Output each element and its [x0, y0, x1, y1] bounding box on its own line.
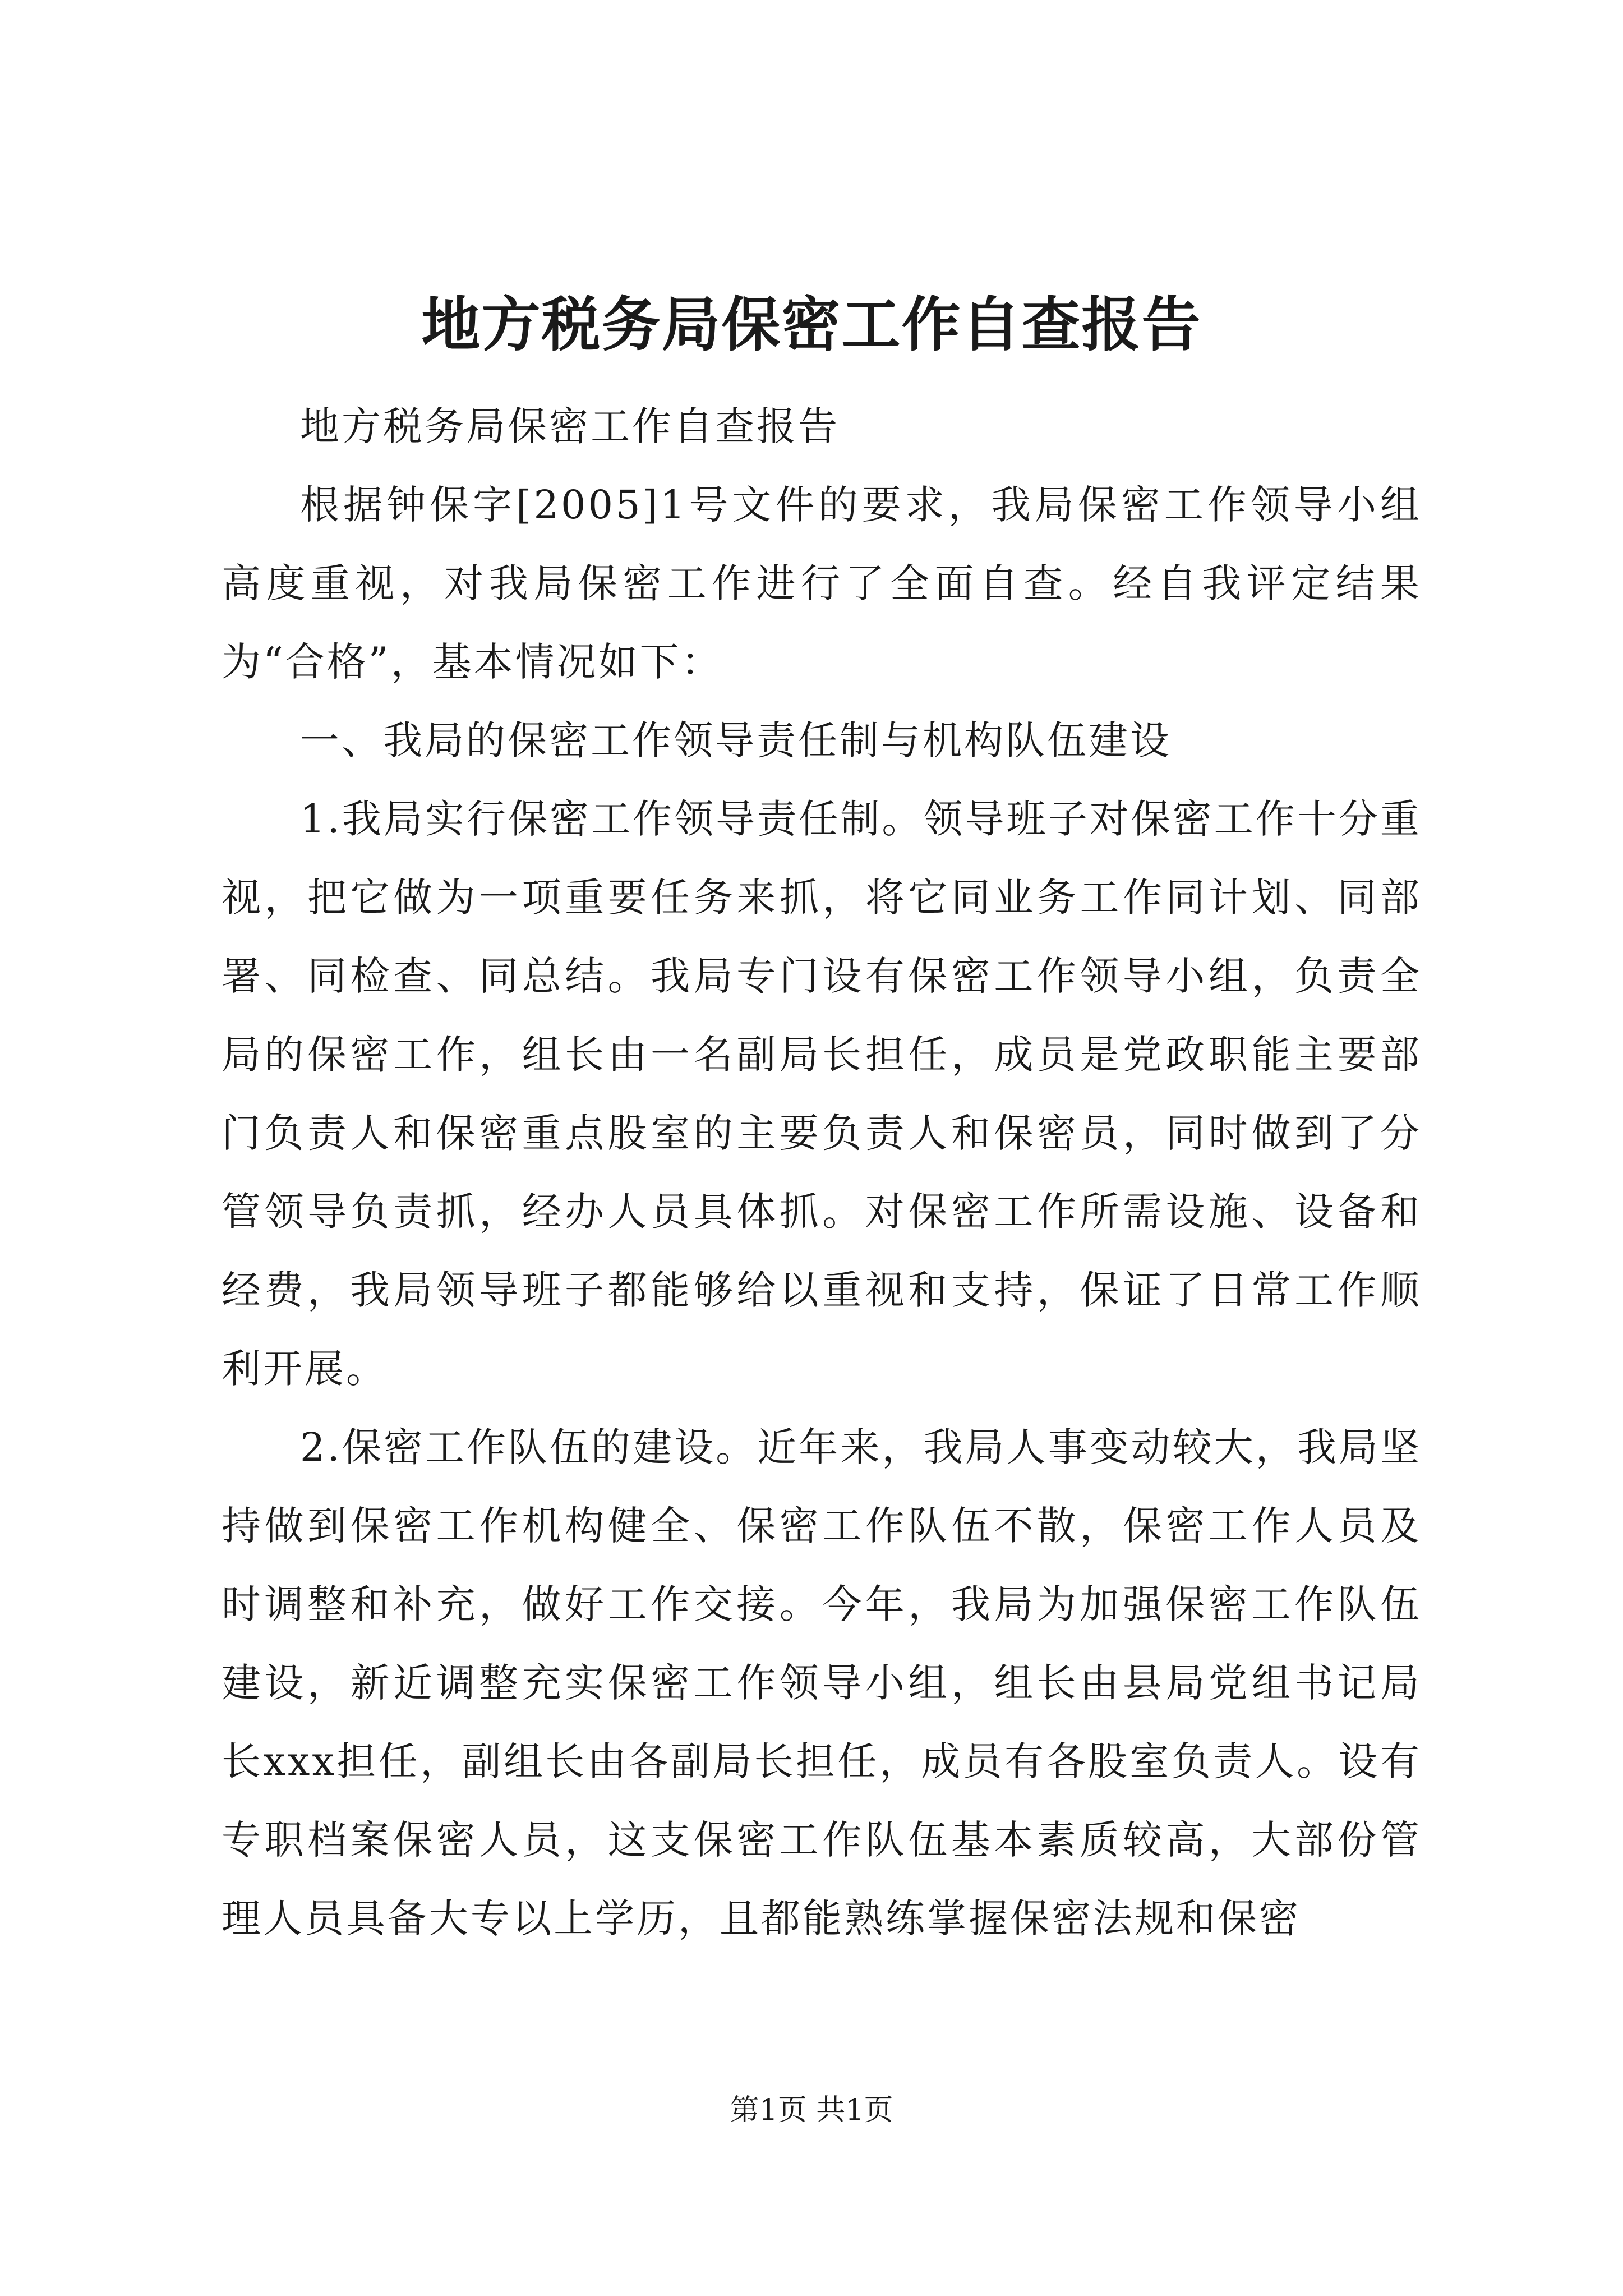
document-title: 地方税务局保密工作自查报告	[421, 289, 1202, 359]
paragraph-item-2: 2.保密工作队伍的建设。近年来，我局人事变动较大，我局坚持做到保密工作机构健全、保密工作队伍不散，保密工作人员及时调整和补充，做好工作交接。今年，我局为加强保密工作队伍建设，新近调整充实保密工作领导小组，组长由县局党组书记局长xxx担任，副组长由各副局长担任，成员有各股室负责人。设有专职档案保密人员，这支保密工作队伍基本素质较高，大部份管理人员具备大专以上学历，且都能熟练掌握保密法规和保密	[222, 1424, 1422, 1941]
paragraph-subtitle: 地方税务局保密工作自查报告	[300, 403, 840, 449]
document-body	[222, 387, 1422, 1958]
paragraph-intro: 根据钟保字[2005]1号文件的要求，我局保密工作领导小组高度重视，对我局保密工作进行了全面自查。经自我评定结果为“合格”，基本情况如下：	[222, 482, 1422, 685]
section-heading-1: 一、我局的保密工作领导责任制与机构队伍建设	[300, 717, 1172, 763]
paragraph-item-1: 1.我局实行保密工作领导责任制。领导班子对保密工作十分重视，把它做为一项重要任务来抓，将它同业务工作同计划、同部署、同检查、同总结。我局专门设有保密工作领导小组，负责全局的保密工作，组长由一名副局长担任，成员是党政职能主要部门负责人和保密重点股室的主要负责人和保密员，同时做到了分管领导负责抓，经办人员具体抓。对保密工作所需设施、设备和经费，我局领导班子都能够给以重视和支持，保证了日常工作顺利开展。	[222, 796, 1422, 1392]
page-footer: 第1页 共1页	[730, 2093, 893, 2127]
